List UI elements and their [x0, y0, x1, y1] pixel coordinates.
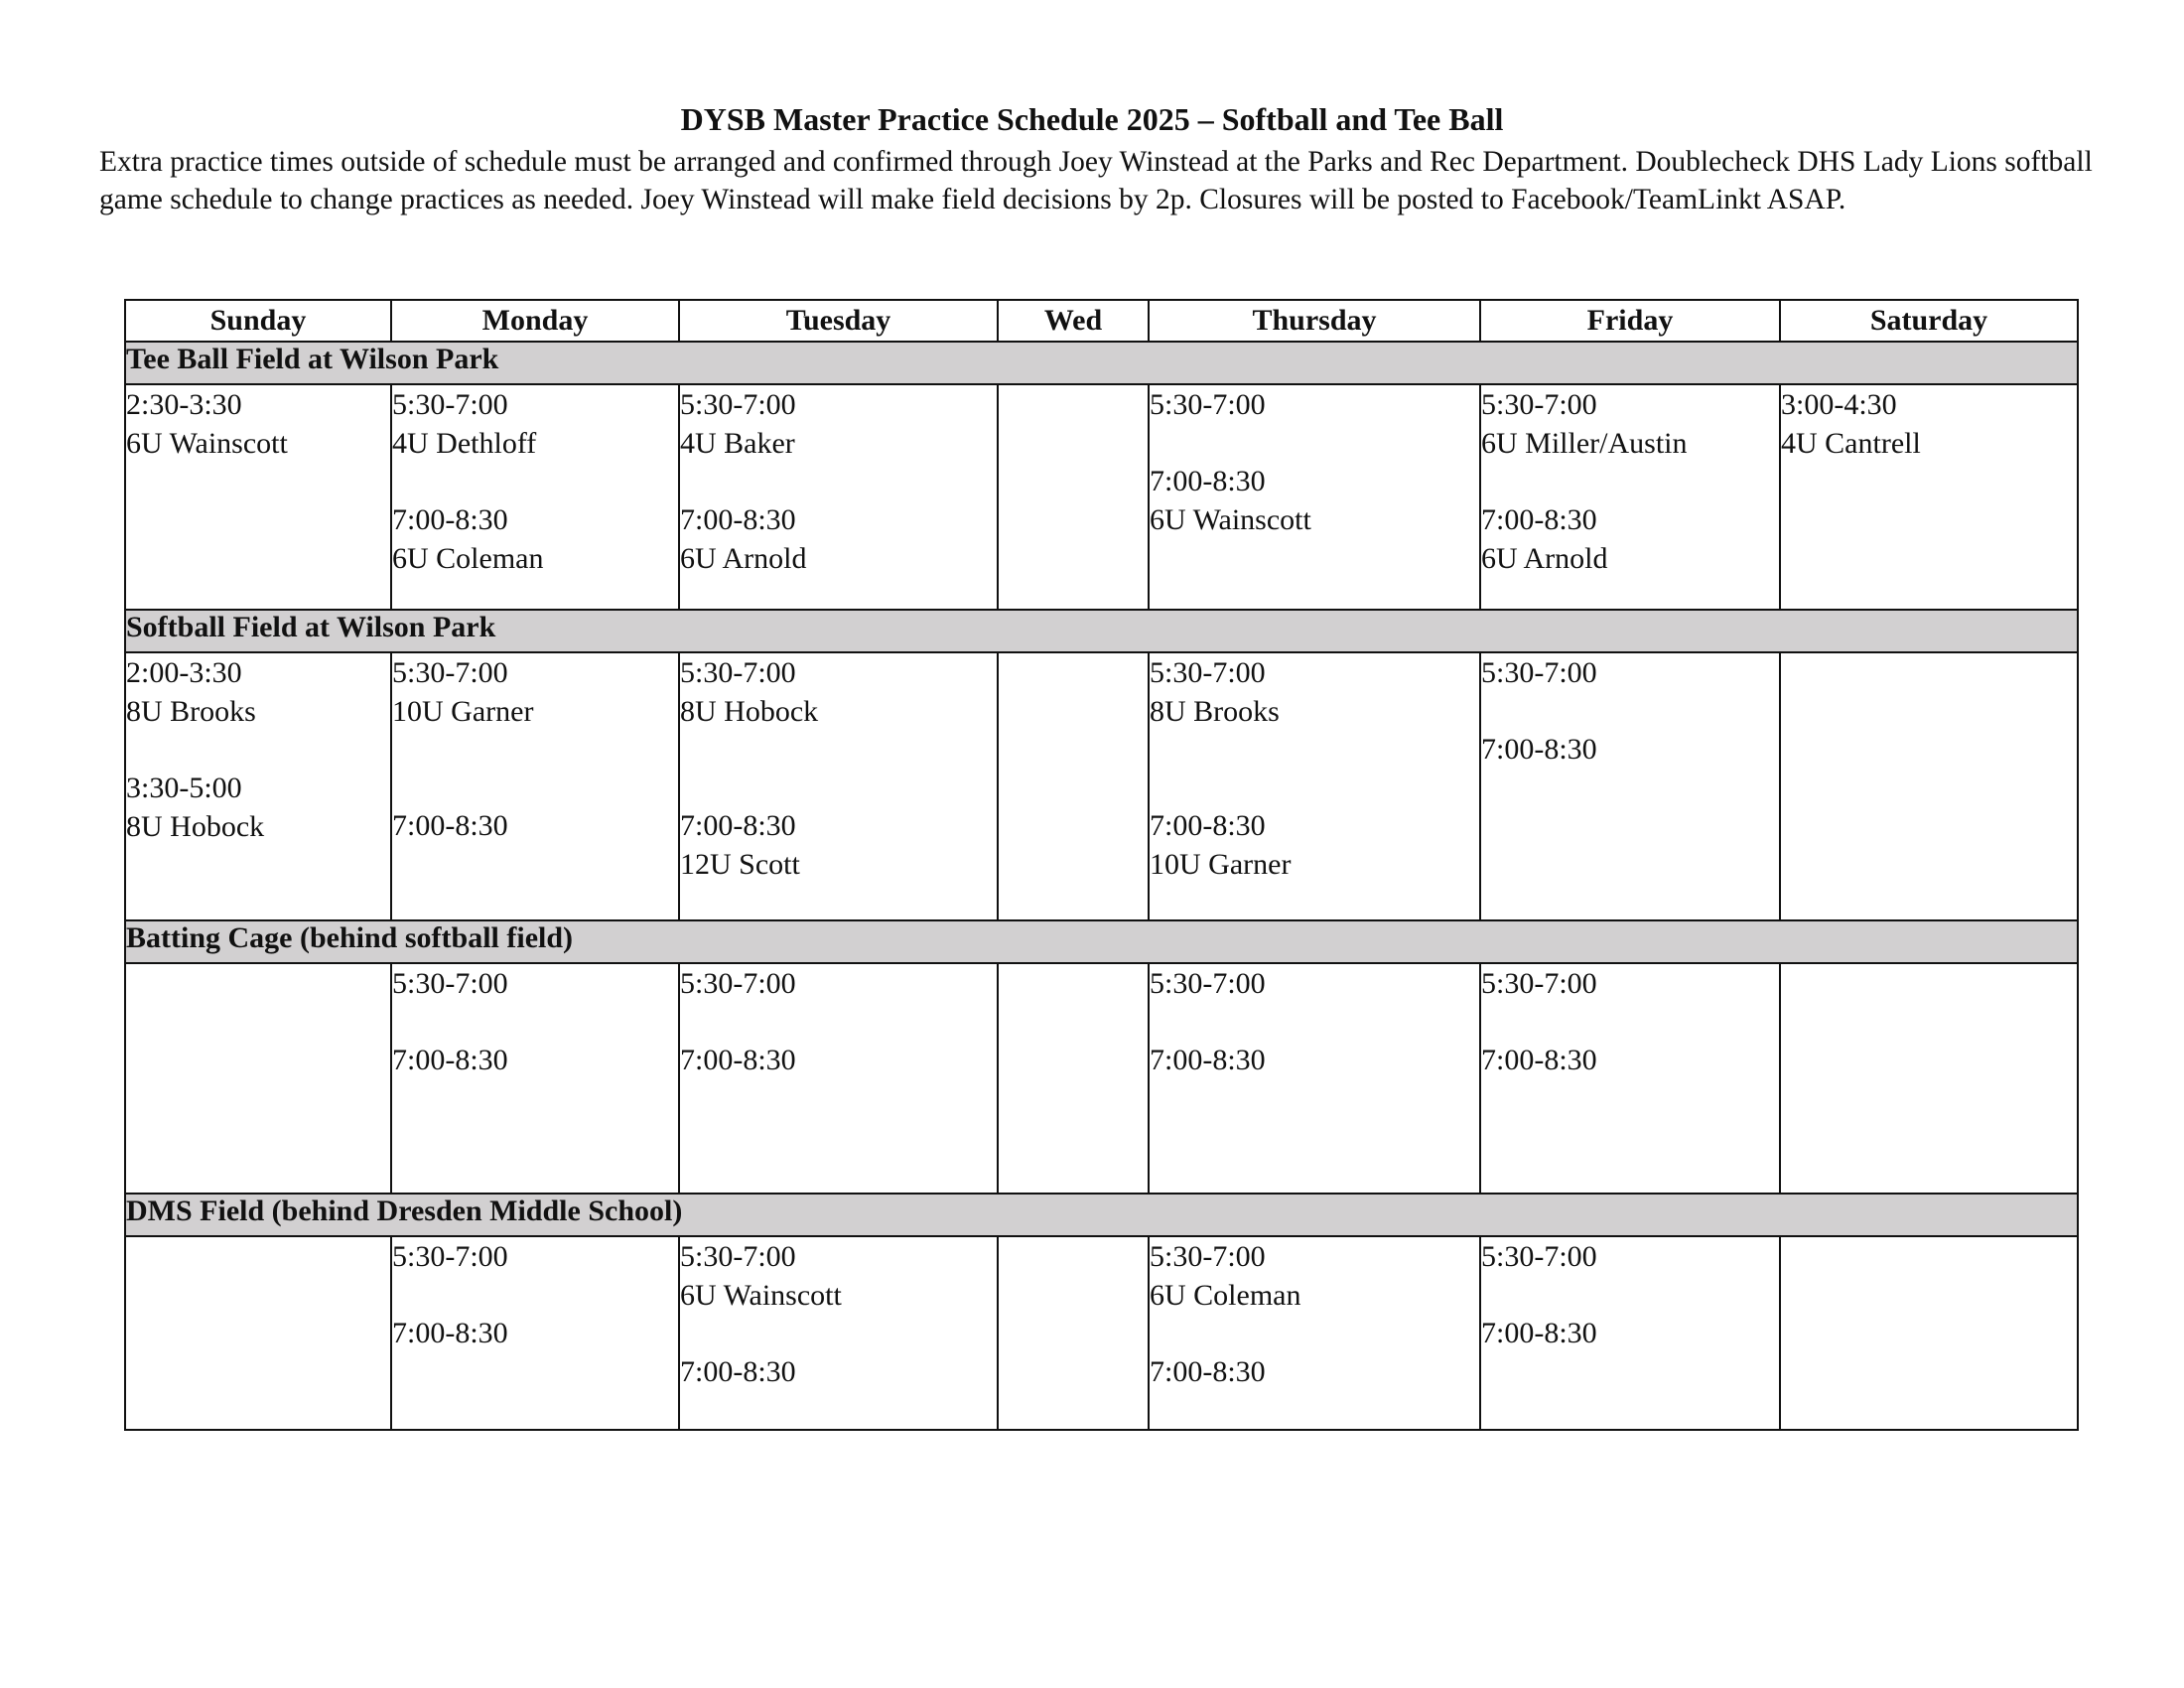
- day-header-thursday: Thursday: [1149, 300, 1480, 342]
- section-title: Tee Ball Field at Wilson Park: [125, 342, 2078, 384]
- schedule-cell-wednesday: [998, 652, 1149, 920]
- slot-time: 7:00-8:30: [392, 503, 508, 536]
- slot-time: 3:00-4:30: [1781, 388, 1897, 421]
- practice-slot: [392, 653, 678, 731]
- practice-slot: [126, 653, 390, 731]
- slot-time: 7:00-8:30: [1150, 1044, 1266, 1076]
- practice-slot: [392, 964, 678, 1003]
- schedule-cell-tuesday: [679, 652, 998, 920]
- schedule-cell-friday: [1480, 384, 1780, 610]
- practice-slot: [126, 385, 390, 463]
- slot-time: 5:30-7:00: [392, 1240, 508, 1273]
- schedule-cell-saturday: [1780, 384, 2078, 610]
- practice-slot: [1150, 385, 1479, 424]
- slot-time: 7:00-8:30: [680, 1044, 796, 1076]
- practice-slot: [1481, 385, 1779, 463]
- practice-slot: [392, 1237, 678, 1276]
- slot-time: 7:00-8:30: [1150, 465, 1266, 497]
- section-schedule-row: [125, 652, 2078, 920]
- slot-team: 6U Wainscott: [680, 1279, 842, 1312]
- schedule-cell-tuesday: [679, 963, 998, 1194]
- schedule-cell-wednesday: [998, 384, 1149, 610]
- practice-slot: [1481, 500, 1779, 578]
- practice-slot: [1150, 806, 1479, 884]
- practice-slot: [680, 385, 997, 463]
- slot-time: 5:30-7:00: [392, 388, 508, 421]
- day-header-saturday: Saturday: [1780, 300, 2078, 342]
- practice-slot: [680, 1237, 997, 1315]
- slot-time: 5:30-7:00: [392, 656, 508, 689]
- schedule-cell-saturday: [1780, 652, 2078, 920]
- schedule-cell-sunday: [125, 652, 391, 920]
- day-header-friday: Friday: [1480, 300, 1780, 342]
- practice-slot: [1481, 1314, 1779, 1352]
- slot-time: 2:00-3:30: [126, 656, 242, 689]
- practice-slot: [392, 1041, 678, 1079]
- slot-team: 6U Arnold: [680, 542, 807, 575]
- section-title: Softball Field at Wilson Park: [125, 610, 2078, 652]
- practice-slot: [1150, 1352, 1479, 1391]
- slot-time: 5:30-7:00: [1481, 388, 1597, 421]
- practice-slot: [1481, 730, 1779, 769]
- day-header-sunday: Sunday: [125, 300, 391, 342]
- slot-time: 7:00-8:30: [680, 809, 796, 842]
- practice-slot: [680, 1041, 997, 1079]
- day-header-row: [125, 300, 2078, 342]
- schedule-cell-sunday: [125, 1236, 391, 1430]
- slot-team: 6U Wainscott: [126, 427, 288, 460]
- schedule-cell-friday: [1480, 652, 1780, 920]
- practice-slot: [1481, 653, 1779, 692]
- schedule-cell-tuesday: [679, 1236, 998, 1430]
- slot-team: 4U Baker: [680, 427, 795, 460]
- schedule-cell-monday: [391, 384, 679, 610]
- slot-time: 5:30-7:00: [1150, 388, 1266, 421]
- practice-slot: [392, 385, 678, 463]
- slot-time: 7:00-8:30: [1150, 809, 1266, 842]
- slot-time: 7:00-8:30: [1481, 503, 1597, 536]
- practice-slot: [1150, 462, 1479, 539]
- schedule-cell-wednesday: [998, 963, 1149, 1194]
- practice-slot: [392, 1314, 678, 1352]
- schedule-cell-thursday: [1149, 963, 1480, 1194]
- schedule-cell-thursday: [1149, 384, 1480, 610]
- practice-slot: [1150, 1237, 1479, 1315]
- slot-time: 7:00-8:30: [392, 1044, 508, 1076]
- slot-team: 4U Dethloff: [392, 427, 537, 460]
- slot-team: 6U Coleman: [1150, 1279, 1301, 1312]
- slot-team: 8U Hobock: [126, 810, 265, 843]
- practice-slot: [392, 806, 678, 845]
- schedule-cell-monday: [391, 963, 679, 1194]
- day-header-wednesday: Wed: [998, 300, 1149, 342]
- practice-slot: [1781, 385, 2077, 463]
- slot-time: 5:30-7:00: [1481, 656, 1597, 689]
- slot-team: 10U Garner: [1150, 848, 1292, 881]
- schedule-cell-wednesday: [998, 1236, 1149, 1430]
- slot-time: 7:00-8:30: [680, 503, 796, 536]
- practice-slot: [1150, 653, 1479, 731]
- schedule-cell-saturday: [1780, 963, 2078, 1194]
- schedule-cell-friday: [1480, 1236, 1780, 1430]
- schedule-cell-monday: [391, 1236, 679, 1430]
- slot-team: 6U Miller/Austin: [1481, 427, 1688, 460]
- slot-time: 5:30-7:00: [1481, 967, 1597, 1000]
- practice-slot: [1150, 964, 1479, 1003]
- slot-time: 7:00-8:30: [1481, 733, 1597, 766]
- slot-team: 6U Arnold: [1481, 542, 1608, 575]
- day-header-monday: Monday: [391, 300, 679, 342]
- section-header-row: [125, 342, 2078, 384]
- schedule-cell-sunday: [125, 384, 391, 610]
- slot-time: 7:00-8:30: [1481, 1044, 1597, 1076]
- slot-time: 2:30-3:30: [126, 388, 242, 421]
- slot-team: 8U Hobock: [680, 695, 819, 728]
- day-header-tuesday: Tuesday: [679, 300, 998, 342]
- page-title: DYSB Master Practice Schedule 2025 – Softball and Tee Ball: [680, 101, 1504, 137]
- slot-time: 5:30-7:00: [1481, 1240, 1597, 1273]
- slot-time: 5:30-7:00: [1150, 967, 1266, 1000]
- practice-slot: [1481, 1041, 1779, 1079]
- schedule-cell-monday: [391, 652, 679, 920]
- practice-slot: [680, 500, 997, 578]
- slot-time: 7:00-8:30: [392, 1317, 508, 1349]
- practice-slot: [1481, 1237, 1779, 1276]
- schedule-table: [124, 299, 2079, 1431]
- slot-team: 12U Scott: [680, 848, 800, 881]
- practice-slot: [1150, 1041, 1479, 1079]
- slot-team: 10U Garner: [392, 695, 534, 728]
- slot-team: 4U Cantrell: [1781, 427, 1921, 460]
- slot-time: 7:00-8:30: [1481, 1317, 1597, 1349]
- section-schedule-row: [125, 384, 2078, 610]
- slot-time: 5:30-7:00: [680, 967, 796, 1000]
- schedule-cell-thursday: [1149, 652, 1480, 920]
- section-header-row: [125, 920, 2078, 963]
- section-title: DMS Field (behind Dresden Middle School): [125, 1194, 2078, 1236]
- schedule-cell-sunday: [125, 963, 391, 1194]
- slot-time: 5:30-7:00: [680, 1240, 796, 1273]
- schedule-cell-thursday: [1149, 1236, 1480, 1430]
- practice-slot: [680, 1352, 997, 1391]
- slot-team: 8U Brooks: [126, 695, 256, 728]
- section-title: Batting Cage (behind softball field): [125, 920, 2078, 963]
- practice-slot: [392, 500, 678, 578]
- schedule-cell-saturday: [1780, 1236, 2078, 1430]
- slot-time: 5:30-7:00: [392, 967, 508, 1000]
- practice-slot: [126, 769, 390, 846]
- schedule-cell-tuesday: [679, 384, 998, 610]
- section-schedule-row: [125, 963, 2078, 1194]
- slot-time: 7:00-8:30: [1150, 1355, 1266, 1388]
- slot-team: 6U Coleman: [392, 542, 544, 575]
- slot-time: 7:00-8:30: [392, 809, 508, 842]
- intro-paragraph: Extra practice times outside of schedule must be arranged and confirmed through Joey Winstead at the Parks and Rec Department. Doublecheck DHS Lady Lions softball game schedule to change practices as needed. Joey Winstead will make field decisions by 2p. Closures will be posted to Facebook/TeamLinkt ASAP.: [99, 146, 2093, 215]
- slot-team: 8U Brooks: [1150, 695, 1280, 728]
- slot-time: 5:30-7:00: [680, 388, 796, 421]
- practice-slot: [680, 653, 997, 731]
- schedule-cell-friday: [1480, 963, 1780, 1194]
- section-header-row: [125, 610, 2078, 652]
- slot-time: 5:30-7:00: [680, 656, 796, 689]
- slot-time: 7:00-8:30: [680, 1355, 796, 1388]
- slot-time: 5:30-7:00: [1150, 656, 1266, 689]
- section-header-row: [125, 1194, 2078, 1236]
- slot-time: 3:30-5:00: [126, 772, 242, 804]
- practice-slot: [680, 806, 997, 884]
- practice-slot: [680, 964, 997, 1003]
- slot-team: 6U Wainscott: [1150, 503, 1311, 536]
- slot-time: 5:30-7:00: [1150, 1240, 1266, 1273]
- section-schedule-row: [125, 1236, 2078, 1430]
- practice-slot: [1481, 964, 1779, 1003]
